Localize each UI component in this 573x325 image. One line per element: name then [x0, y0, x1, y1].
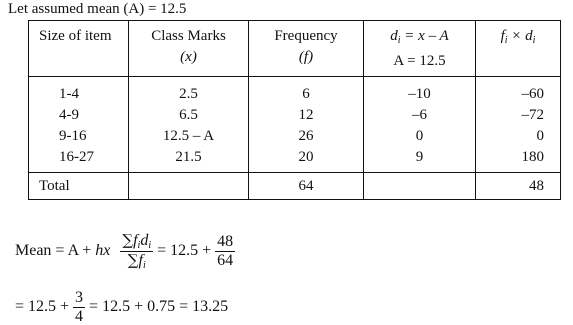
table-row [29, 105, 561, 126]
cell-class-mark: 2.5 [129, 77, 249, 106]
header-frequency [249, 21, 364, 77]
cell-deviation: –6 [364, 105, 476, 126]
cell-class-mark: 21.5 [129, 147, 249, 173]
mean-formula-equals: = 12.5 + [153, 242, 216, 260]
table-header-row [29, 21, 561, 77]
result-fraction-denominator: 4 [75, 307, 84, 325]
sum-fraction [120, 232, 153, 271]
header-frequency-label: Frequency [274, 28, 338, 44]
cell-deviation: 0 [364, 126, 476, 147]
num-d-sub: i [148, 240, 152, 251]
cell-deviation: 9 [364, 147, 476, 173]
header-deviation [364, 21, 476, 77]
result-fraction-numerator: 3 [75, 289, 84, 306]
header-deviation-formula [364, 26, 475, 51]
total-f-times-d: 48 [476, 173, 561, 200]
table-row [29, 147, 561, 173]
frequency-table [28, 20, 561, 200]
cell-f-times-d: –72 [476, 105, 561, 126]
header-deviation-assumed: A = 12.5 [393, 53, 446, 69]
mean-formula [15, 232, 235, 271]
total-frequency: 64 [249, 173, 364, 200]
header-frequency-symbol: (f) [298, 49, 314, 65]
cell-deviation: –10 [364, 77, 476, 106]
result-line-prefix: = 12.5 + [15, 297, 74, 315]
total-empty-cell [129, 173, 249, 200]
header-d-definition: = x – A [400, 28, 449, 44]
den-f-sub: i [142, 260, 146, 271]
value-fraction-denominator: 64 [217, 252, 234, 269]
cell-f-times-d: –60 [476, 77, 561, 106]
mean-result-line [15, 289, 228, 325]
cell-size: 4-9 [29, 105, 129, 126]
total-empty-cell [364, 173, 476, 200]
header-class-marks [129, 21, 249, 77]
sigma-symbol: ∑ [122, 231, 134, 249]
result-line-suffix: = 12.5 + 0.75 = 13.25 [85, 297, 229, 315]
cell-frequency: 6 [249, 77, 364, 106]
sum-fraction-denominator [120, 252, 153, 271]
table-row [29, 77, 561, 106]
cell-class-mark: 6.5 [129, 105, 249, 126]
mean-formula-hx: hx [95, 242, 111, 260]
header-fd-d: × d [507, 28, 533, 44]
num-d: d [140, 232, 149, 249]
value-fraction [215, 233, 235, 269]
cell-frequency: 26 [249, 126, 364, 147]
mean-formula-lhs: Mean = A + [15, 242, 96, 260]
cell-size: 16-27 [29, 147, 129, 173]
header-fd-sub2: i [532, 35, 536, 46]
cell-class-mark: 12.5 – A [129, 126, 249, 147]
assumed-mean-statement: Let assumed mean (A) = 12.5 [8, 1, 187, 17]
header-class-marks-symbol: (x) [180, 49, 197, 65]
header-size-label: Size of item [39, 28, 112, 44]
cell-frequency: 12 [249, 105, 364, 126]
den-f: f [138, 252, 143, 269]
cell-size: 1-4 [29, 77, 129, 106]
table-row [29, 126, 561, 147]
result-fraction [73, 289, 85, 325]
header-fd-sub1: i [504, 35, 508, 46]
cell-f-times-d: 0 [476, 126, 561, 147]
num-f-sub: i [137, 240, 141, 251]
header-d-subscript: i [397, 35, 401, 46]
table-total-row [29, 173, 561, 200]
header-size-of-item [29, 21, 129, 77]
sum-fraction-numerator [120, 232, 153, 252]
cell-frequency: 20 [249, 147, 364, 173]
num-f: f [133, 232, 138, 249]
header-fd-f: f [500, 28, 505, 44]
header-f-times-d [476, 21, 561, 77]
cell-size: 9-16 [29, 126, 129, 147]
total-label: Total [29, 173, 129, 200]
sigma-symbol: ∑ [127, 251, 139, 269]
header-d-symbol: d [390, 28, 398, 44]
header-class-marks-label: Class Marks [151, 28, 226, 44]
value-fraction-numerator: 48 [217, 233, 234, 251]
cell-f-times-d: 180 [476, 147, 561, 173]
